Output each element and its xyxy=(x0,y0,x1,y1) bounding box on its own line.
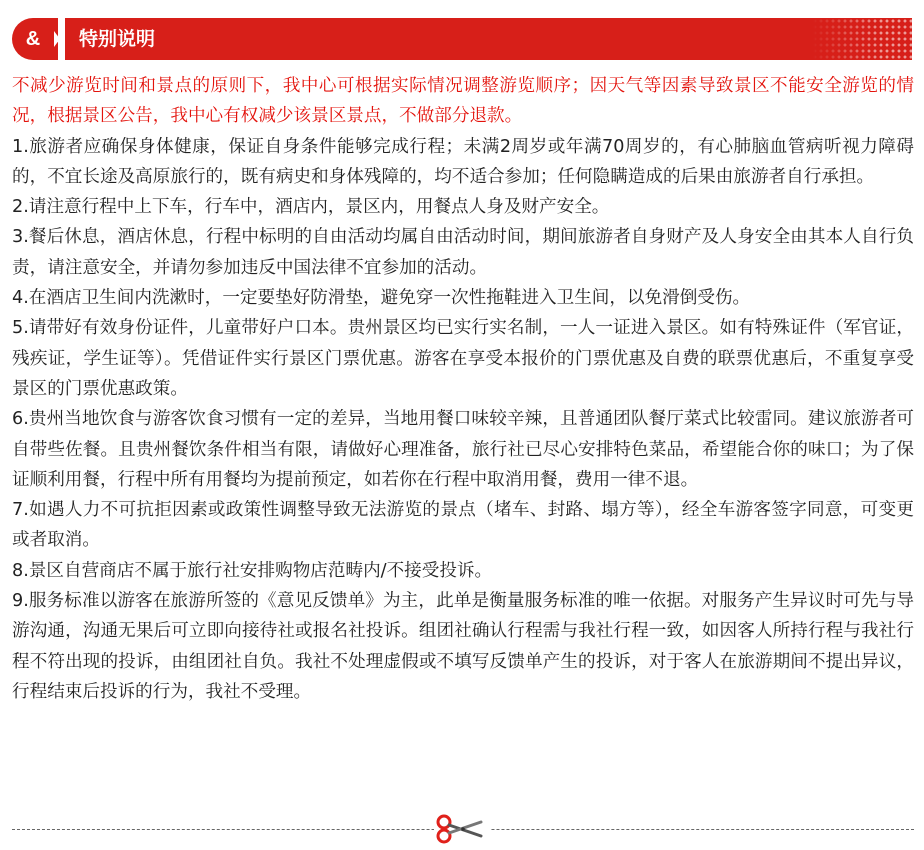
header-badge xyxy=(12,18,58,60)
section-header xyxy=(12,18,912,60)
note-item-8: 8.景区自营商店不属于旅行社安排购物店范畴内/不接受投诉。 xyxy=(12,560,493,581)
dot-pattern-decoration xyxy=(812,18,912,60)
scissors-icon xyxy=(434,814,490,844)
notes-content xyxy=(12,71,914,707)
note-item-6: 6.贵州当地饮食与游客饮食习惯有一定的差异，当地用餐口味较辛辣，且普通团队餐厅菜式比较雷同。建议旅游者可自带些佐餐。且贵州餐饮条件相当有限，请做好心理准备，旅行社已尽心安排特色菜品，希望能合你的味口；为了保证顺利用餐，行程中所有用餐均为提前预定，如若你在行程中取消用餐，费用一律不退。 xyxy=(12,409,914,490)
ampersand-icon: & xyxy=(25,28,41,50)
section-title: 特别说明 xyxy=(79,28,156,50)
note-item-3: 3.餐后休息，酒店休息，行程中标明的自由活动均属自由活动时间，期间旅游者自身财产及人身安全由其本人自行负责，请注意安全，并请勿参加违反中国法律不宜参加的活动。 xyxy=(12,227,914,278)
note-item-5: 5.请带好有效身份证件，儿童带好户口本。贵州景区均已实行实名制，一人一证进入景区。如有特殊证件（军官证，残疾证，学生证等）。凭借证件实行景区门票优惠。游客在享受本报价的门票优惠及自费的联票优惠后，不重复享受景区的门票优惠政策。 xyxy=(12,318,914,399)
note-item-2: 2.请注意行程中上下车，行车中，酒店内，景区内，用餐点人身及财产安全。 xyxy=(12,197,610,218)
notice-paragraph: 不减少游览时间和景点的原则下，我中心可根据实际情况调整游览顺序；因天气等因素导致景区不能安全游览的情况，根据景区公告，我中心有权减少该景区景点，不做部分退款。 xyxy=(12,76,914,127)
header-bar xyxy=(65,18,912,60)
note-item-7: 7.如遇人力不可抗拒因素或政策性调整导致无法游览的景点（堵车、封路、塌方等），经全车游客签字同意，可变更或者取消。 xyxy=(12,500,914,551)
note-item-1: 1.旅游者应确保身体健康，保证自身条件能够完成行程；未满2周岁或年满70周岁的，有心肺脑血管病听视力障碍的，不宜长途及高原旅行的，既有病史和身体残障的，均不适合参加；任何隐瞒造成的后果由旅游者自行承担。 xyxy=(12,136,914,187)
note-item-4: 4.在酒店卫生间内洗漱时，一定要垫好防滑垫，避免穿一次性拖鞋进入卫生间，以免滑倒受伤。 xyxy=(12,288,751,309)
note-item-9: 9.服务标准以游客在旅游所签的《意见反馈单》为主，此单是衡量服务标准的唯一依据。对服务产生异议时可先与导游沟通，沟通无果后可立即向接待社或报名社投诉。组团社确认行程需与我社行程一致，如因客人所持行程与我社行程不符出现的投诉，由组团社自负。我社不处理虚假或不填写反馈单产生的投诉，对于客人在旅游期间不提出异议，行程结束后投诉的行为，我社不受理。 xyxy=(12,591,914,702)
